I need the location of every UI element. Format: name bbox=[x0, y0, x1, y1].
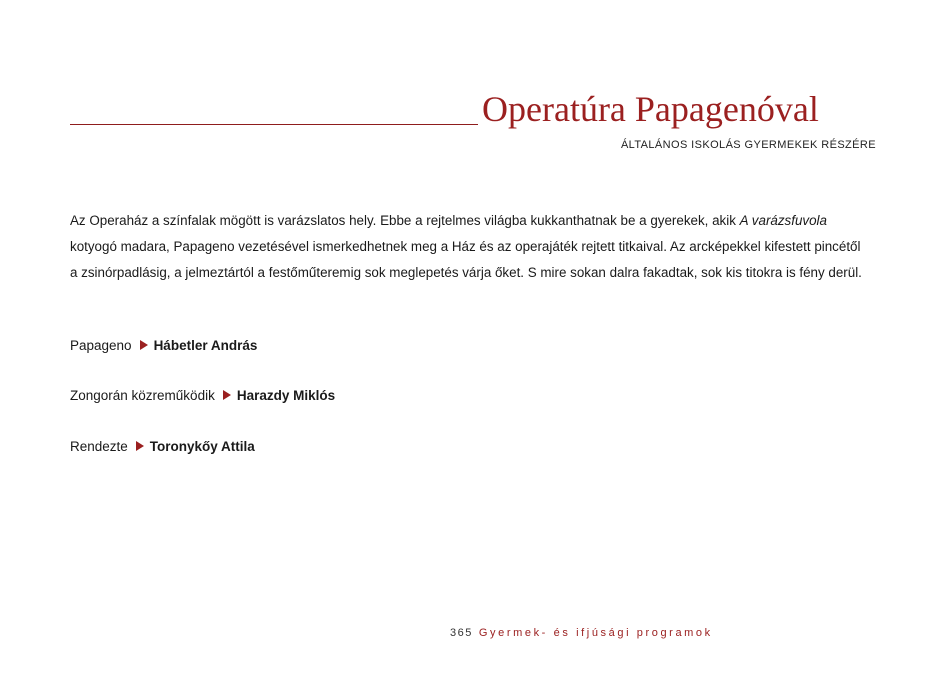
credit-name: Harazdy Miklós bbox=[236, 388, 336, 403]
intro-text-start: Az Operaház a színfalak mögött is varázslatos hely. Ebbe a rejtelmes világba kukkanthatnak be a gyerekek, akik bbox=[70, 213, 740, 228]
credit-row-director bbox=[70, 437, 255, 457]
page-number: 365 bbox=[450, 627, 473, 639]
section-name: Gyermek- és ifjúsági programok bbox=[478, 627, 713, 639]
triangle-right-icon bbox=[140, 340, 148, 350]
credit-name: Hábetler András bbox=[153, 338, 258, 353]
credit-role: Zongorán közreműködik bbox=[70, 388, 215, 403]
credit-row-piano bbox=[70, 386, 335, 406]
credit-role: Papageno bbox=[70, 338, 132, 353]
intro-text-end: kotyogó madara, Papageno vezetésével ismerkedhetnek meg a Ház és az operajáték rejtett titkaival. Az arcképekkel kifestett pincétől a zsinórpadlásig, a jelmeztártól a festőműteremig sok meglepetés várja őket. S mire sokan dalra fakadtak, sok kis titokra is fény derül. bbox=[70, 239, 862, 280]
page-title: Operatúra Papagenóval bbox=[482, 89, 819, 129]
credit-name: Toronykőy Attila bbox=[149, 439, 255, 454]
page-footer bbox=[450, 627, 713, 639]
triangle-right-icon bbox=[136, 441, 144, 451]
page-subtitle: ÁLTALÁNOS ISKOLÁS GYERMEKEK RÉSZÉRE bbox=[620, 139, 876, 151]
intro-paragraph bbox=[70, 208, 870, 286]
credit-row-papageno bbox=[70, 336, 257, 356]
credit-role: Rendezte bbox=[70, 439, 128, 454]
title-rule bbox=[70, 124, 478, 125]
intro-work-title: A varázsfuvola bbox=[739, 213, 827, 228]
triangle-right-icon bbox=[223, 390, 231, 400]
